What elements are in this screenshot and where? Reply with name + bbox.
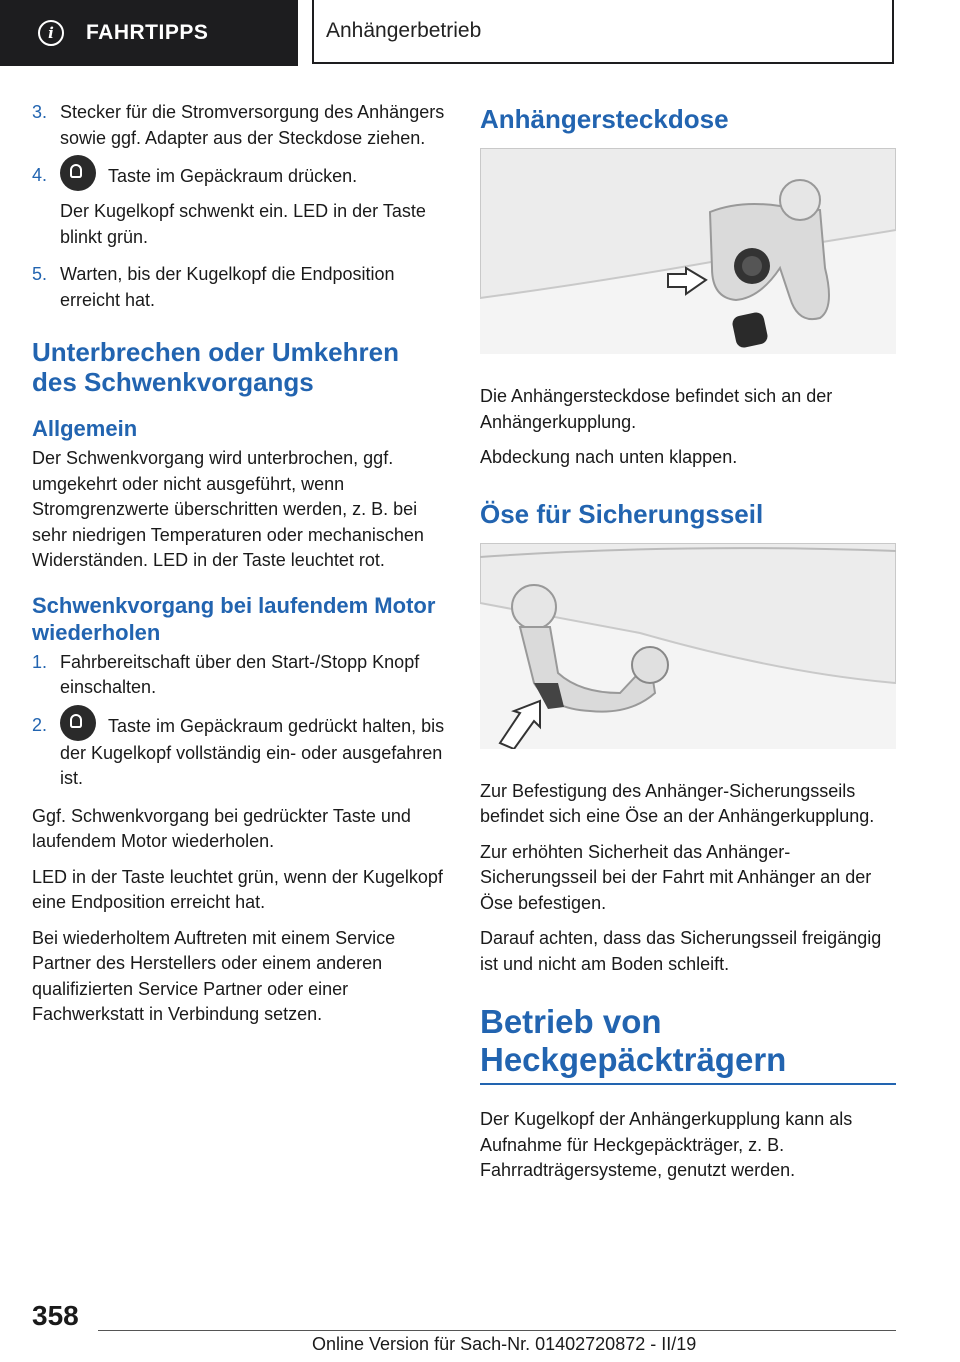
step-number: 2. (32, 714, 48, 735)
heading-eyelet: Öse für Sicherungsseil (480, 498, 764, 529)
section-title-box (312, 0, 894, 64)
heading-socket: Anhängersteckdose (480, 104, 729, 134)
paragraph-socket: Abdeckung nach unten klappen. (480, 447, 738, 467)
trunk-button-icon (60, 155, 96, 191)
paragraph-rack: Der Kugelkopf der Anhängerkupplung kann als Aufnahme für Heckgepäckträger, z. B. Fahrradträgersysteme, genutzt werden. (480, 1109, 853, 1180)
paragraph: LED in der Taste leuchtet grün, wenn der Kugelkopf eine Endposition erreicht hat. (32, 866, 443, 912)
step-text: Taste im Gepäckraum drücken. (108, 165, 358, 186)
section-title: Anhängerbetrieb (326, 19, 482, 42)
step-number: 5. (32, 264, 48, 284)
paragraph: Bei wiederholtem Auftreten mit einem Service Partner des Herstellers oder einem anderen qualifizierten Service Partner oder einer Fachwerkstatt in Verbindung setzen. (32, 927, 396, 1024)
heading-rack: Betrieb von Heckgepäckträgern (480, 1003, 787, 1078)
paragraph: Ggf. Schwenkvorgang bei gedrückter Taste und laufendem Motor wiederholen. (32, 805, 411, 851)
eyelet-figure (480, 543, 896, 749)
page-number: 358 (32, 1300, 79, 1331)
step-text: Taste im Gepäckraum gedrückt halten, bis der Kugelkopf vollständig ein- oder ausgefahren ist. (60, 715, 445, 788)
step-item (32, 262, 448, 313)
step-item (32, 163, 448, 250)
step-item (32, 713, 448, 792)
step-text: Warten, bis der Kugelkopf die Endposition erreicht hat. (60, 264, 395, 310)
step-item (32, 650, 448, 701)
step-subtext: Der Kugelkopf schwenkt ein. LED in der Taste blinkt grün. (60, 201, 426, 247)
online-version: Online Version für Sach-Nr. 01402720872 - II/19 (312, 1334, 697, 1354)
section-tab (0, 0, 298, 66)
paragraph-socket: Die Anhängersteckdose befindet sich an der Anhängerkupplung. (480, 386, 833, 432)
heading-interrupt: Unterbrechen oder Umkehren des Schwenkvorgangs (32, 337, 399, 397)
page-header (0, 0, 960, 66)
right-column (480, 100, 896, 1194)
socket-figure (480, 148, 896, 354)
paragraph-general: Der Schwenkvorgang wird unterbrochen, ggf. umgekehrt oder nicht ausgeführt, wenn Stromgrenzwerte überschritten werden, z. B. bei sehr niedrigen Temperaturen oder mechanischen Widerständen. LED in der Taste leuchtet rot. (32, 448, 424, 570)
heading-repeat: Schwenkvorgang bei laufendem Motor wiederholen (32, 592, 436, 645)
left-column (32, 100, 448, 1038)
paragraph-eyelet: Zur Befestigung des Anhänger-Sicherungsseils befindet sich eine Öse an der Anhängerkupplung. (480, 780, 875, 826)
heading-general: Allgemein (32, 416, 138, 441)
section-tab-label: FAHRTIPPS (86, 21, 209, 44)
step-number: 3. (32, 102, 48, 122)
info-icon: i (38, 20, 64, 46)
paragraph-eyelet: Darauf achten, dass das Sicherungsseil freigängig ist und nicht am Boden schleift. (480, 928, 882, 974)
step-text: Stecker für die Stromversorgung des Anhängers sowie ggf. Adapter aus der Steckdose ziehen. (60, 102, 445, 148)
paragraph-eyelet: Zur erhöhten Sicherheit das Anhänger-Sicherungsseil bei der Fahrt mit Anhänger an der Öse befestigen. (480, 841, 872, 913)
step-number: 1. (32, 651, 48, 672)
heading-rack-block (480, 1003, 896, 1085)
footer-rule (98, 1330, 896, 1331)
trunk-button-icon (60, 705, 96, 741)
step-item (32, 100, 448, 151)
step-text: Fahrbereitschaft über den Start-/Stopp Knopf einschalten. (60, 651, 420, 697)
step-number: 4. (32, 165, 48, 185)
